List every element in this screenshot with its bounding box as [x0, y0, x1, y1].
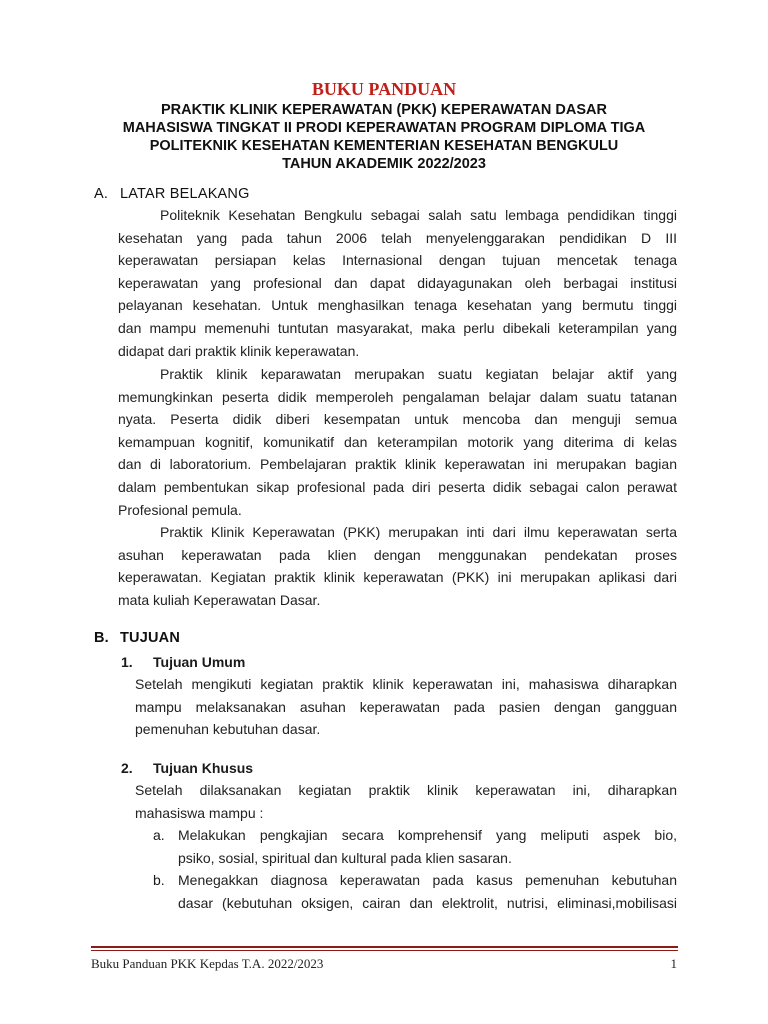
subtitle-line-3: POLITEKNIK KESEHATAN KEMENTERIAN KESEHATAN BENGKULU — [149, 138, 619, 154]
section-b-label: B. — [94, 630, 109, 646]
paragraph-line: dan mampu memenuhi tuntutan masyarakat, maka perlu dibekali keterampilan yang — [118, 319, 677, 336]
subtitle-line-4: TAHUN AKADEMIK 2022/2023 — [282, 156, 486, 172]
subsection-2-title: Tujuan Khusus — [153, 760, 254, 776]
paragraph-line: asuhan keperawatan pada klien dengan menggunakan pendekatan proses — [118, 546, 677, 563]
section-a-paragraph-2 — [118, 363, 677, 521]
paragraph-line: keperawatan. Kegiatan praktik klinik keperawatan (PKK) ini merupakan aplikasi dari — [118, 569, 677, 586]
subsection-1-number: 1. — [121, 654, 133, 670]
paragraph-line: kemampuan kognitif, komunikatif dan keterampilan motorik yang diterima di kelas — [118, 433, 677, 450]
section-b-title: TUJUAN — [120, 630, 181, 646]
list-marker: b. — [153, 872, 165, 888]
footer-divider-thin — [91, 950, 678, 951]
subsection-1-text — [135, 673, 677, 741]
paragraph-line: kesehatan yang pada tahun 2006 telah menyelenggarakan pendidikan D III — [118, 229, 677, 246]
paragraph-line: keperawatan yang profesional dan dapat didayagunakan oleh berbagai institusi — [118, 274, 677, 291]
list-item-text — [178, 869, 677, 914]
subtitle-line-1: PRAKTIK KLINIK KEPERAWATAN (PKK) KEPERAWATAN DASAR — [160, 102, 607, 118]
paragraph-line: mampu melaksanakan asuhan keperawatan pada pasien dengan gangguan — [135, 698, 677, 715]
paragraph-line: pelayanan kesehatan. Untuk menghasilkan tenaga kesehatan yang bermutu tinggi — [118, 297, 677, 314]
list-item — [153, 869, 677, 914]
section-b-heading — [94, 629, 180, 647]
paragraph-line: memungkinkan peserta didik memperoleh pengalaman belajar dalam suatu tatanan — [118, 388, 677, 405]
paragraph-line: psiko, sosial, spiritual dan kultural pada klien sasaran. — [178, 849, 512, 866]
section-a-heading — [94, 185, 250, 203]
paragraph-line: didapat dari praktik klinik keperawatan. — [118, 342, 360, 359]
subsection-1-heading — [121, 653, 245, 671]
document-title: BUKU PANDUAN — [311, 79, 457, 99]
subsection-2-number: 2. — [121, 760, 133, 776]
list-item-text — [178, 824, 677, 869]
paragraph-line: mata kuliah Keperawatan Dasar. — [118, 591, 321, 608]
paragraph-line: dalam pembentukan sikap profesional pada diri peserta didik sebagai calon perawat — [118, 478, 677, 495]
page-number: 1 — [670, 956, 677, 971]
paragraph-line: Melakukan pengkajian secara komprehensif yang meliputi aspek bio, — [178, 827, 677, 843]
subsection-2-text — [135, 779, 677, 824]
paragraph-line: keperawatan persiapan kelas Internasional dengan tujuan mencetak tenaga — [118, 252, 677, 269]
subsection-2-heading — [121, 759, 253, 777]
paragraph-line: pemenuhan kebutuhan dasar. — [135, 721, 321, 738]
paragraph-line: dan di laboratorium. Pembelajaran praktik klinik keperawatan ini merupakan bagian — [118, 456, 677, 473]
section-a-label: A. — [94, 186, 109, 202]
subtitle-line-2: MAHASISWA TINGKAT II PRODI KEPERAWATAN PROGRAM DIPLOMA TIGA — [122, 120, 646, 136]
paragraph-line: mahasiswa mampu : — [135, 804, 264, 821]
footer-divider — [91, 946, 678, 948]
list-marker: a. — [153, 827, 165, 843]
paragraph-line: Menegakkan diagnosa keperawatan pada kasus pemenuhan kebutuhan — [178, 872, 677, 888]
paragraph-line: dasar (kebutuhan oksigen, cairan dan elektrolit, nutrisi, eliminasi,mobilisasi — [178, 894, 677, 911]
footer-text: Buku Panduan PKK Kepdas T.A. 2022/2023 — [91, 956, 324, 971]
section-a-paragraph-1 — [118, 204, 677, 362]
paragraph-line: Politeknik Kesehatan Bengkulu sebagai salah satu lembaga pendidikan tinggi — [160, 207, 677, 223]
paragraph-line: Setelah mengikuti kegiatan praktik klinik keperawatan ini, mahasiswa diharapkan — [135, 676, 677, 692]
paragraph-line: Setelah dilaksanakan kegiatan praktik klinik keperawatan ini, diharapkan — [135, 782, 677, 798]
paragraph-line: Profesional pemula. — [118, 501, 242, 518]
list-item — [153, 824, 677, 869]
subsection-1-title: Tujuan Umum — [153, 654, 246, 670]
paragraph-line: Praktik klinik keparawatan merupakan suatu kegiatan belajar aktif yang — [160, 366, 677, 382]
paragraph-line: Praktik Klinik Keperawatan (PKK) merupakan inti dari ilmu keperawatan serta — [160, 524, 677, 540]
paragraph-line: nyata. Peserta didik diberi kesempatan untuk mencoba dan menguji semua — [118, 411, 677, 428]
section-a-title: LATAR BELAKANG — [120, 186, 250, 202]
section-a-paragraph-3 — [118, 521, 677, 611]
